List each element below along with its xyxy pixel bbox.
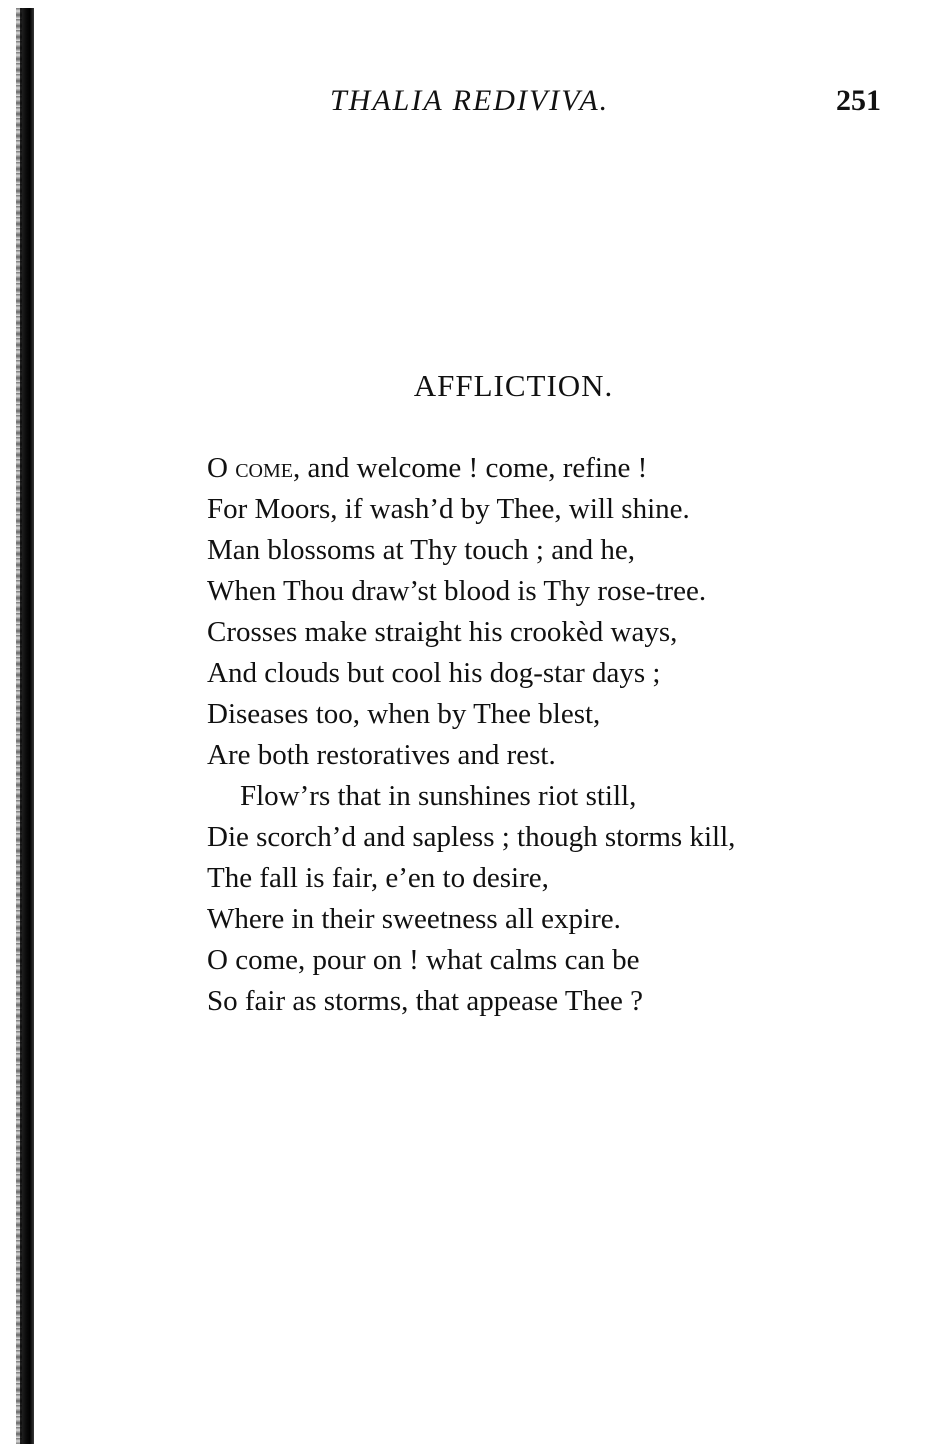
poem-line: And clouds but cool his dog-star days ; — [207, 657, 661, 689]
poem-line-indented: Flow’rs that in sunshines riot still, — [240, 780, 637, 812]
page-number: 251 — [836, 84, 881, 117]
poem-line: For Moors, if wash’d by Thee, will shine. — [207, 493, 690, 525]
book-binding-edge — [20, 8, 34, 1444]
poem-line: The fall is fair, e’en to desire, — [207, 862, 549, 894]
poem-line: Diseases too, when by Thee blest, — [207, 698, 601, 730]
poem-line: Die scorch’d and sapless ; though storms kill, — [207, 821, 736, 853]
first-line-smallcaps: come — [235, 452, 293, 484]
poem-line: Crosses make straight his crookèd ways, — [207, 616, 678, 648]
poem-line: Man blossoms at Thy touch ; and he, — [207, 534, 635, 566]
poem-title: AFFLICTION. — [413, 368, 614, 403]
poem-line: Are both restoratives and rest. — [207, 739, 556, 771]
running-head — [0, 84, 927, 124]
poem-line: So fair as storms, that appease Thee ? — [207, 985, 643, 1017]
poem-line — [207, 448, 887, 489]
poem-line: O come, pour on ! what calms can be — [207, 944, 640, 976]
poem-line: Where in their sweetness all expire. — [207, 903, 621, 935]
first-line-rest: , and welcome ! come, refine ! — [293, 452, 648, 484]
poem-line: When Thou draw’st blood is Thy rose-tree. — [207, 575, 707, 607]
running-title: THALIA REDIVIVA. — [330, 84, 610, 117]
first-line-opening: O — [207, 452, 228, 484]
poem-body — [207, 448, 887, 1022]
